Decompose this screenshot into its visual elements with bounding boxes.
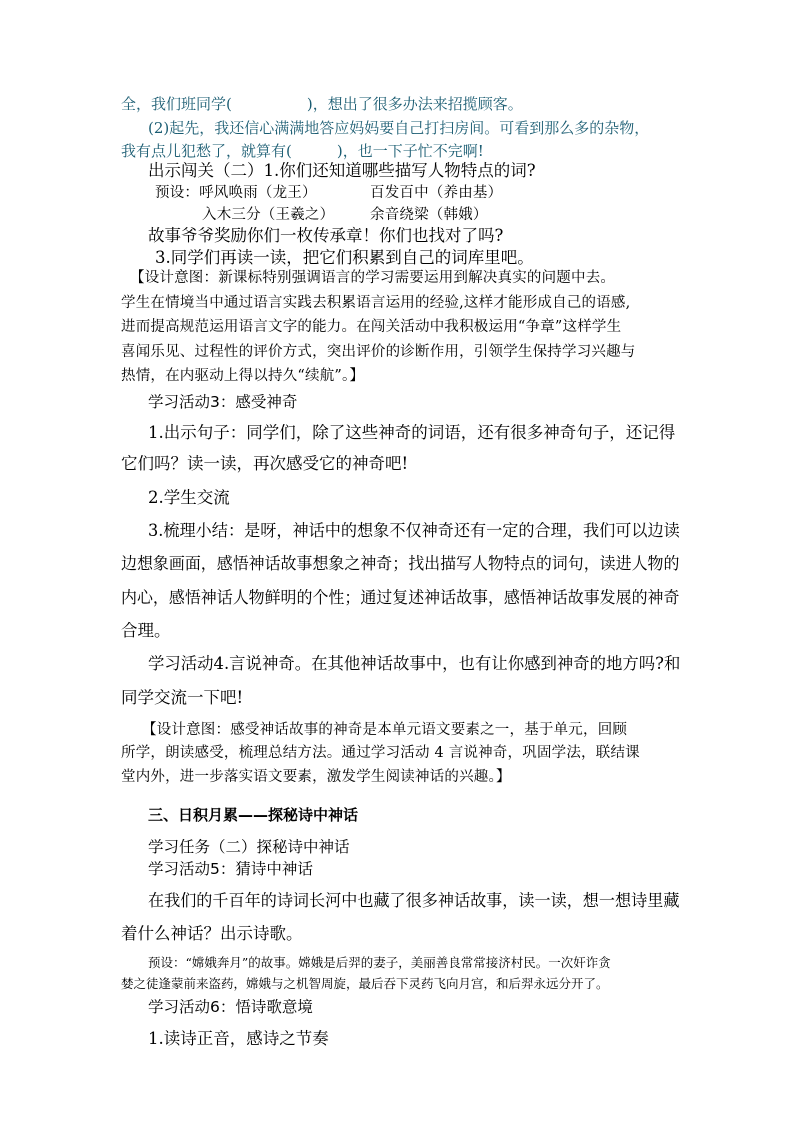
activity-3-step-1-line-2: 它们吗？读一读，再次感受它的神奇吧!	[121, 454, 409, 473]
summary-line-4: 合理。	[121, 621, 171, 640]
activity-4-line-1: 学习活动4.言说神奇。在其他神话故事中，也有让你感到神奇的地方吗?和	[148, 654, 681, 673]
exercise-line-1: 全，我们班同学( )，想出了很多办法来招揽顾客。	[121, 95, 523, 113]
design-intent-2-line-2: 所学，朗读感受，梳理总结方法。通过学习活动 4 言说神奇，巩固学法，联结课	[121, 745, 640, 761]
task-2-heading: 学习任务（二）探秘诗中神话	[148, 838, 350, 856]
preset-word-2: 百发百中（养由基）	[370, 185, 503, 201]
summary-line-2: 边想象画面，感悟神话故事想象之神奇；找出描写人物特点的词句，读进人物的	[121, 554, 680, 573]
activity-5-line-2: 着什么神话？出示诗歌。	[121, 924, 303, 943]
preset-word-4: 余音绕梁（韩娥）	[370, 207, 488, 223]
preset-word-3: 入木三分（王羲之）	[202, 207, 335, 223]
design-intent-2-line-1: 【设计意图：感受神话故事的神奇是本单元语文要素之一，基于单元，回顾	[142, 722, 628, 738]
activity-5-line-1: 在我们的千百年的诗词长河中也藏了很多神话故事，读一读，想一想诗里藏	[148, 891, 680, 910]
design-intent-1-line-3: 进而提高规范运用语言文字的能力。在闯关活动中我积极运用“争章”这样学生	[121, 319, 622, 335]
activity-6-heading: 学习活动6：悟诗歌意境	[148, 998, 313, 1016]
activity-5-heading: 学习活动5：猜诗中神话	[148, 860, 313, 878]
design-intent-1-line-1: 【设计意图：新课标特别强调语言的学习需要运用到解决真实的问题中去。	[130, 270, 616, 286]
section-3-heading: 三、日积月累——探秘诗中神话	[148, 806, 359, 824]
preset-word-1: 预设：呼风唤雨（龙王）	[155, 185, 317, 201]
challenge-2-question: 出示闯关（二）1.你们还知道哪些描写人物特点的词?	[148, 161, 536, 180]
preset-story-line-1: 预设：“嫦娥奔月”的故事。嫦娥是后羿的妻子，美丽善良常常接济村民。一次奸诈贪	[148, 955, 611, 970]
exercise-line-2: (2)起先，我还信心满满地答应妈妈要自己打扫房间。可看到那么多的杂物，	[148, 119, 650, 137]
summary-line-3: 内心，感悟神话人物鲜明的个性；通过复述神话故事，感悟神话故事发展的神奇	[121, 588, 680, 607]
design-intent-1-line-5: 热情，在内驱动上得以持久“续航”。】	[121, 368, 365, 384]
reward-line: 故事爷爷奖励你们一枚传承章！你们也找对了吗?	[148, 226, 504, 245]
exercise-line-3: 我有点儿犯愁了，就算有( )，也一下子忙不完啊!	[121, 142, 484, 160]
summary-line-1: 3.梳理小结：是呀，神话中的想象不仅神奇还有一定的合理，我们可以边读	[148, 521, 680, 540]
design-intent-1-line-4: 喜闻乐见、过程性的评价方式，突出评价的诊断作用，引领学生保持学习兴趣与	[121, 344, 636, 360]
activity-3-step-1-line-1: 1.出示句子：同学们，除了这些神奇的词语，还有很多神奇句子，还记得	[148, 423, 676, 442]
activity-3-step-2: 2.学生交流	[148, 488, 230, 507]
design-intent-2-line-3: 堂内外，进一步落实语文要素，激发学生阅读神话的兴趣。】	[121, 769, 511, 785]
activity-3-heading: 学习活动3：感受神奇	[148, 393, 298, 411]
activity-6-step-1: 1.读诗正音，感诗之节奏	[148, 1029, 329, 1048]
design-intent-1-line-2: 学生在情境当中通过语言实践去积累语言运用的经验,这样才能形成自己的语感,	[121, 295, 631, 311]
activity-4-line-2: 同学交流一下吧!	[121, 688, 244, 707]
reread-line: 3.同学们再读一读，把它们积累到自己的词库里吧。	[155, 248, 534, 267]
preset-story-line-2: 婪之徒逢蒙前来盗药，嫦娥与之机智周旋，最后吞下灵药飞向月宫，和后羿永远分开了。	[121, 976, 609, 991]
